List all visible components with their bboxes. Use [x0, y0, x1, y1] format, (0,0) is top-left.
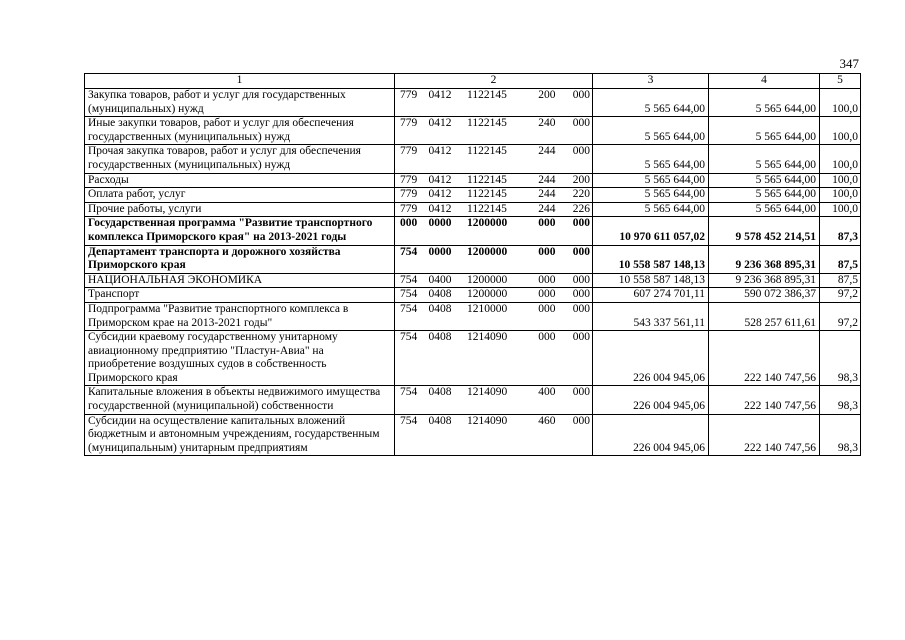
- row-plan-amount: 5 565 644,00: [593, 117, 709, 145]
- row-plan-amount: 226 004 945,06: [593, 386, 709, 414]
- row-description: Департамент транспорта и дорожного хозяйства Приморского края: [85, 245, 395, 273]
- code-c5: 000: [572, 386, 590, 399]
- code-c4: 200: [538, 89, 556, 101]
- code-c5: 000: [572, 414, 590, 427]
- row-codes: [395, 89, 593, 117]
- row-plan-amount: 5 565 644,00: [593, 188, 709, 203]
- code-c3: 1122145: [467, 145, 507, 158]
- code-c4: 000: [538, 217, 556, 230]
- row-description: НАЦИОНАЛЬНАЯ ЭКОНОМИКА: [85, 273, 395, 288]
- code-c1: 754: [400, 386, 418, 399]
- code-c1: 754: [400, 273, 418, 286]
- code-c4: 000: [538, 245, 556, 258]
- code-c2: 0408: [428, 386, 452, 399]
- row-fact-amount: 222 140 747,56: [709, 386, 820, 414]
- row-description: Капитальные вложения в объекты недвижимого имущества государственной (муниципальной) собственности: [85, 386, 395, 414]
- code-c4: 244: [538, 188, 556, 201]
- code-c2: 0408: [428, 288, 452, 301]
- code-c2: 0412: [428, 145, 452, 158]
- code-c4: 460: [538, 414, 556, 427]
- table-row: [85, 245, 861, 273]
- row-percent: 100,0: [820, 89, 861, 117]
- code-c2: 0000: [428, 245, 452, 258]
- code-c1: 779: [400, 117, 418, 130]
- code-c1: 779: [400, 173, 418, 186]
- code-c2: 0412: [428, 89, 452, 101]
- header-cell-percent: 5: [820, 74, 861, 89]
- code-c3: 1214090: [467, 386, 508, 399]
- code-c1: 754: [400, 302, 418, 315]
- row-description: Субсидии на осуществление капитальных вложений бюджетным и автономным учреждениям, государственным (муниципальным) унитарным предприятиям: [85, 414, 395, 456]
- code-c3: 1122145: [467, 117, 507, 130]
- table-row: [85, 386, 861, 414]
- code-c1: 754: [400, 414, 418, 427]
- row-fact-amount: 5 565 644,00: [709, 89, 820, 117]
- code-c4: 244: [538, 202, 556, 215]
- row-description: Прочая закупка товаров, работ и услуг для обеспечения государственных (муниципальных) нужд: [85, 145, 395, 173]
- row-fact-amount: 9 236 368 895,31: [709, 245, 820, 273]
- code-c1: 754: [400, 331, 418, 344]
- table-row: [85, 302, 861, 330]
- code-c5: 000: [572, 245, 590, 258]
- row-codes: [395, 217, 593, 245]
- row-codes: [395, 117, 593, 145]
- table-header-row: [85, 74, 861, 89]
- code-c3: 1200000: [467, 273, 508, 286]
- row-fact-amount: 5 565 644,00: [709, 145, 820, 173]
- row-codes: [395, 202, 593, 217]
- budget-table: [84, 73, 861, 456]
- code-c5: 200: [572, 173, 590, 186]
- code-c3: 1122145: [467, 188, 507, 201]
- code-c3: 1200000: [467, 245, 508, 258]
- row-plan-amount: 10 558 587 148,13: [593, 245, 709, 273]
- row-percent: 100,0: [820, 173, 861, 188]
- code-c1: 754: [400, 288, 418, 301]
- row-fact-amount: 222 140 747,56: [709, 414, 820, 456]
- code-c4: 244: [538, 145, 556, 158]
- code-c1: 779: [400, 145, 418, 158]
- header-cell-plan: 3: [593, 74, 709, 89]
- table-row: [85, 288, 861, 303]
- table-row: [85, 331, 861, 386]
- row-codes: [395, 288, 593, 303]
- table-row: [85, 217, 861, 245]
- row-plan-amount: 5 565 644,00: [593, 145, 709, 173]
- code-c5: 226: [572, 202, 590, 215]
- code-c3: 1200000: [467, 217, 508, 230]
- code-c5: 000: [572, 273, 590, 286]
- table-row: [85, 202, 861, 217]
- row-percent: 100,0: [820, 202, 861, 217]
- row-fact-amount: 222 140 747,56: [709, 331, 820, 386]
- table-row: [85, 173, 861, 188]
- row-plan-amount: 226 004 945,06: [593, 414, 709, 456]
- header-cell-codes: 2: [395, 74, 593, 89]
- code-c2: 0408: [428, 302, 452, 315]
- row-codes: [395, 173, 593, 188]
- table-row: [85, 188, 861, 203]
- code-c3: 1200000: [467, 288, 508, 301]
- row-plan-amount: 5 565 644,00: [593, 202, 709, 217]
- row-codes: [395, 188, 593, 203]
- row-plan-amount: 543 337 561,11: [593, 302, 709, 330]
- row-description: Прочие работы, услуги: [85, 202, 395, 217]
- row-fact-amount: 5 565 644,00: [709, 173, 820, 188]
- row-codes: [395, 414, 593, 456]
- row-plan-amount: 607 274 701,11: [593, 288, 709, 303]
- code-c4: 240: [538, 117, 556, 130]
- code-c4: 000: [538, 331, 556, 344]
- row-codes: [395, 302, 593, 330]
- code-c1: 779: [400, 202, 418, 215]
- row-percent: 100,0: [820, 145, 861, 173]
- table-row: [85, 273, 861, 288]
- row-percent: 100,0: [820, 188, 861, 203]
- row-description: Субсидии краевому государственному унитарному авиационному предприятию "Пластун-Авиа" на приобретение воздушных судов в собственность Приморского края: [85, 331, 395, 386]
- code-c2: 0412: [428, 202, 452, 215]
- code-c5: 000: [572, 217, 590, 230]
- row-plan-amount: 10 970 611 057,02: [593, 217, 709, 245]
- table-row: [85, 414, 861, 456]
- code-c5: 000: [572, 89, 590, 101]
- row-percent: 98,3: [820, 331, 861, 386]
- row-percent: 87,3: [820, 217, 861, 245]
- code-c5: 000: [572, 331, 590, 344]
- row-fact-amount: 9 236 368 895,31: [709, 273, 820, 288]
- code-c4: 000: [538, 273, 556, 286]
- row-description: Иные закупки товаров, работ и услуг для обеспечения государственных (муниципальных) нужд: [85, 117, 395, 145]
- row-codes: [395, 245, 593, 273]
- row-codes: [395, 273, 593, 288]
- code-c3: 1122145: [467, 202, 507, 215]
- code-c1: 779: [400, 89, 418, 101]
- code-c5: 000: [572, 117, 590, 130]
- code-c5: 220: [572, 188, 590, 201]
- row-percent: 98,3: [820, 386, 861, 414]
- row-description: Транспорт: [85, 288, 395, 303]
- code-c4: 000: [538, 288, 556, 301]
- row-percent: 97,2: [820, 302, 861, 330]
- row-description: Государственная программа "Развитие транспортного комплекса Приморского края" на 2013-2021 годы: [85, 217, 395, 245]
- row-fact-amount: 5 565 644,00: [709, 117, 820, 145]
- code-c4: 244: [538, 173, 556, 186]
- code-c2: 0000: [428, 217, 452, 230]
- row-percent: 87,5: [820, 273, 861, 288]
- code-c3: 1122145: [467, 89, 507, 101]
- row-codes: [395, 386, 593, 414]
- code-c1: 754: [400, 245, 418, 258]
- row-description: Расходы: [85, 173, 395, 188]
- table-row: [85, 145, 861, 173]
- header-cell-fact: 4: [709, 74, 820, 89]
- page-number: 347: [839, 56, 859, 71]
- code-c5: 000: [572, 145, 590, 158]
- table-row: [85, 117, 861, 145]
- header-cell-description: 1: [85, 74, 395, 89]
- row-plan-amount: 5 565 644,00: [593, 89, 709, 117]
- code-c2: 0412: [428, 188, 452, 201]
- code-c3: 1214090: [467, 331, 508, 344]
- row-codes: [395, 145, 593, 173]
- row-description: Подпрограмма "Развитие транспортного комплекса в Приморском крае на 2013-2021 годы": [85, 302, 395, 330]
- code-c3: 1214090: [467, 414, 508, 427]
- row-fact-amount: 5 565 644,00: [709, 188, 820, 203]
- code-c2: 0400: [428, 273, 452, 286]
- code-c2: 0412: [428, 117, 452, 130]
- code-c3: 1210000: [467, 302, 508, 315]
- row-fact-amount: 590 072 386,37: [709, 288, 820, 303]
- table-row: [85, 89, 861, 117]
- code-c1: 779: [400, 188, 418, 201]
- row-plan-amount: 5 565 644,00: [593, 173, 709, 188]
- code-c4: 000: [538, 302, 556, 315]
- row-percent: 87,5: [820, 245, 861, 273]
- row-percent: 98,3: [820, 414, 861, 456]
- code-c2: 0408: [428, 331, 452, 344]
- row-description: Закупка товаров, работ и услуг для государственных (муниципальных) нужд: [85, 89, 395, 117]
- row-description: Оплата работ, услуг: [85, 188, 395, 203]
- row-plan-amount: 226 004 945,06: [593, 331, 709, 386]
- code-c1: 000: [400, 217, 418, 230]
- code-c2: 0412: [428, 173, 452, 186]
- row-plan-amount: 10 558 587 148,13: [593, 273, 709, 288]
- table-body: [85, 74, 861, 456]
- code-c3: 1122145: [467, 173, 507, 186]
- code-c2: 0408: [428, 414, 452, 427]
- code-c5: 000: [572, 288, 590, 301]
- row-codes: [395, 331, 593, 386]
- row-fact-amount: 528 257 611,61: [709, 302, 820, 330]
- code-c4: 400: [538, 386, 556, 399]
- row-percent: 97,2: [820, 288, 861, 303]
- row-fact-amount: 9 578 452 214,51: [709, 217, 820, 245]
- row-fact-amount: 5 565 644,00: [709, 202, 820, 217]
- row-percent: 100,0: [820, 117, 861, 145]
- code-c5: 000: [572, 302, 590, 315]
